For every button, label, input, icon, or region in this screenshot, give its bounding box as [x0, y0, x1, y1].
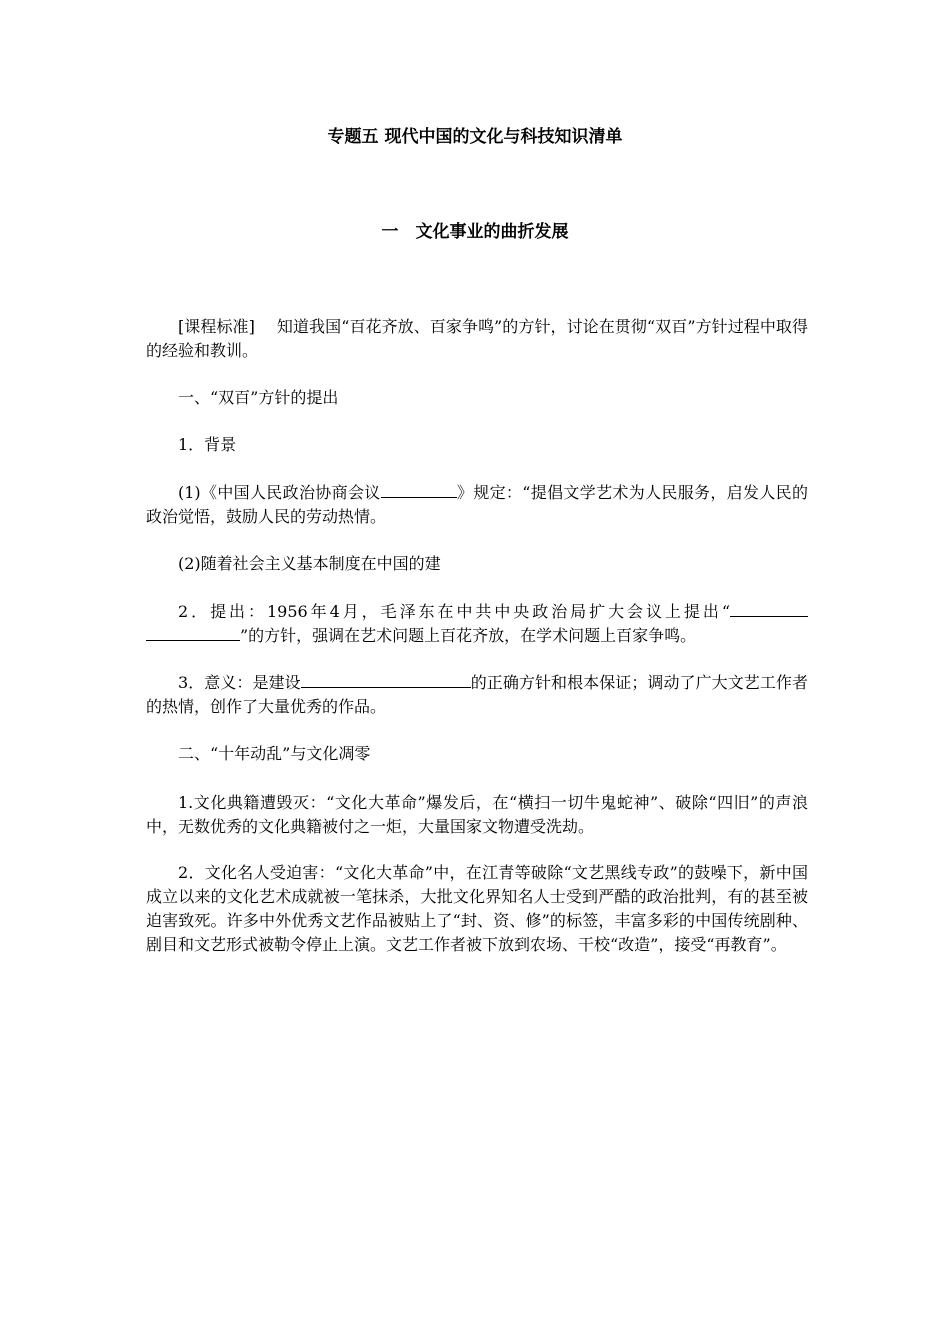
- part2-heading: 二、“十年动乱”与文化凋零: [178, 744, 371, 763]
- part1-item3-before: 3．意义：是建设: [178, 673, 301, 692]
- fill-in-blank: [301, 673, 471, 688]
- course-standard-paragraph: [146, 315, 808, 363]
- part1-item2: [146, 600, 808, 648]
- course-standard-label: [课程标准]: [178, 317, 255, 336]
- document-title: 专题五 现代中国的文化与科技知识清单: [327, 127, 623, 147]
- part1-heading: 一、“双百”方针的提出: [178, 388, 339, 407]
- part1-item1-sub1-before: (1)《中国人民政治协商会议: [178, 483, 381, 502]
- fill-in-blank: [381, 483, 457, 498]
- part1-item1-sub1: [146, 481, 808, 529]
- part2-item2: 2．文化名人受迫害：“文化大革命”中，在江青等破除“文艺黑线专政”的鼓噪下，新中国成立以来的文化艺术成就被一笔抹杀，大批文化界知名人士受到严酷的政治批判，有的甚至被迫害致死。许多中外优秀文艺作品被贴上了“封、资、修”的标签，丰富多彩的中国传统剧种、剧目和文艺形式被勒令停止上演。文艺工作者被下放到农场、干校“改造”，接受“再教育”。: [146, 863, 808, 954]
- fill-in-blank: [146, 626, 240, 641]
- part1-item1-heading: 1．背景: [178, 435, 237, 454]
- part1-item3-after: 的正确方针和根本保证；调动了广大文艺工作者的热情，创作了大量优秀的作品。: [146, 673, 808, 716]
- part1-item2-before: 2．提出：1956年4月，毛泽东在中共中央政治局扩大会议上提出“: [178, 602, 730, 621]
- part1-item1-sub1-after: 》规定：“提倡文学艺术为人民服务，启发人民的政治觉悟，鼓励人民的劳动热情。: [146, 483, 808, 526]
- part1-item2-after: ”的方针，强调在艺术问题上百花齐放，在学术问题上百家争鸣。: [240, 626, 697, 645]
- part2-item1: 1.文化典籍遭毁灭：“文化大革命”爆发后，在“横扫一切牛鬼蛇神”、破除“四旧”的声浪中，无数优秀的文化典籍被付之一炬，大量国家文物遭受洗劫。: [146, 793, 808, 836]
- section-title: 一 文化事业的曲折发展: [381, 222, 569, 242]
- part1-item1-sub2: (2)随着社会主义基本制度在中国的建: [178, 554, 441, 573]
- part1-item3: [146, 671, 808, 719]
- course-standard-text: 知道我国“百花齐放、百家争鸣”的方针，讨论在贯彻“双百”方针过程中取得的经验和教训。: [146, 317, 808, 360]
- fill-in-blank: [730, 602, 808, 617]
